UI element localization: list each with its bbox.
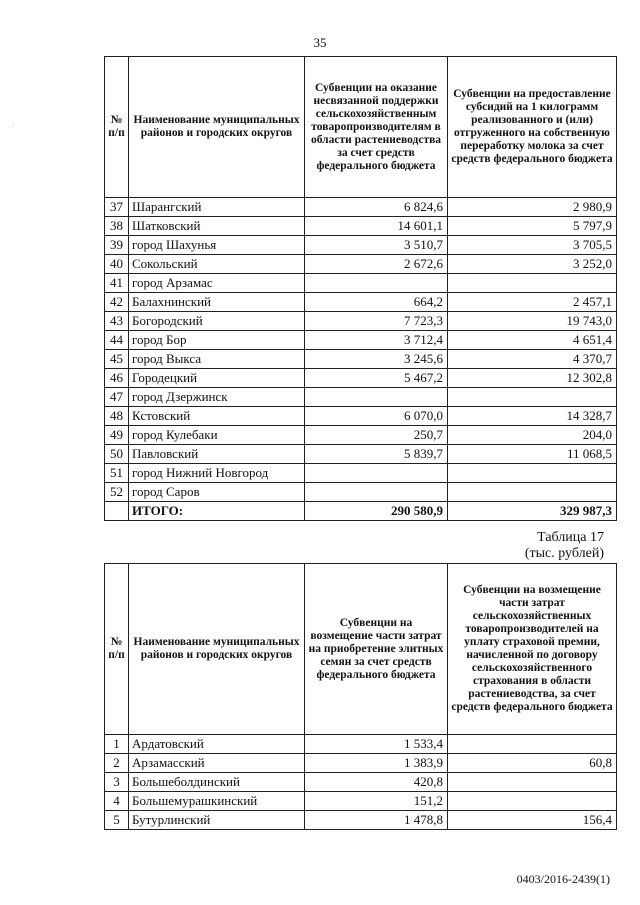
table-row <box>105 198 617 217</box>
row-value-2: 204,0 <box>448 426 617 445</box>
row-name: город Шахунья <box>129 236 305 255</box>
row-value-2: 156,4 <box>448 811 617 830</box>
row-value-1: 1 533,4 <box>305 735 448 754</box>
row-value-2: 12 302,8 <box>448 369 617 388</box>
table-row <box>105 255 617 274</box>
subsidy-table-1 <box>104 56 617 521</box>
row-value-1: 14 601,1 <box>305 217 448 236</box>
table-row <box>105 483 617 502</box>
table-row <box>105 236 617 255</box>
row-number: 38 <box>105 217 129 236</box>
table-row <box>105 792 617 811</box>
row-value-1: 3 712,4 <box>305 331 448 350</box>
table-row <box>105 331 617 350</box>
header-col2: Субвенции на возмещение части затрат сельскохозяйственных товаропроизводителей на уплату страховой премии, начисленной по договору сельскохозяйственного страхования в области растениеводства, за счет средств федерального бюджета <box>448 564 617 735</box>
header-name: Наименование муниципальных районов и городских округов <box>129 57 305 198</box>
row-value-2 <box>448 735 617 754</box>
row-value-1: 664,2 <box>305 293 448 312</box>
header-col1: Субвенции на оказание несвязанной поддержки сельскохозяйственным товаропроизводителям в области растениеводства за счет средств федерального бюджета <box>305 57 448 198</box>
row-value-1 <box>305 274 448 293</box>
margin-mark: · <box>12 120 15 130</box>
row-name: Ардатовский <box>129 735 305 754</box>
row-value-1: 1 383,9 <box>305 754 448 773</box>
table-row <box>105 811 617 830</box>
table-row <box>105 407 617 426</box>
row-number: 3 <box>105 773 129 792</box>
row-name: Городецкий <box>129 369 305 388</box>
total-label: ИТОГО: <box>129 502 305 521</box>
row-name: Балахнинский <box>129 293 305 312</box>
table-row <box>105 388 617 407</box>
row-value-1: 6 070,0 <box>305 407 448 426</box>
row-value-1 <box>305 483 448 502</box>
row-name: Большемурашкинский <box>129 792 305 811</box>
row-value-1: 3 245,6 <box>305 350 448 369</box>
row-value-2: 5 797,9 <box>448 217 617 236</box>
row-name: город Дзержинск <box>129 388 305 407</box>
row-number: 45 <box>105 350 129 369</box>
header-num: № п/п <box>105 564 129 735</box>
row-value-1: 151,2 <box>305 792 448 811</box>
row-value-2 <box>448 483 617 502</box>
row-name: город Арзамас <box>129 274 305 293</box>
row-number: 37 <box>105 198 129 217</box>
row-value-1 <box>305 388 448 407</box>
row-name: город Бор <box>129 331 305 350</box>
row-value-2 <box>448 773 617 792</box>
row-value-1 <box>305 464 448 483</box>
row-value-1: 5 839,7 <box>305 445 448 464</box>
row-number: 49 <box>105 426 129 445</box>
row-value-2: 60,8 <box>448 754 617 773</box>
row-number: 50 <box>105 445 129 464</box>
row-value-2: 3 705,5 <box>448 236 617 255</box>
row-name: Шатковский <box>129 217 305 236</box>
row-value-2 <box>448 388 617 407</box>
row-value-1: 7 723,3 <box>305 312 448 331</box>
header-name: Наименование муниципальных районов и городских округов <box>129 564 305 735</box>
table-row <box>105 754 617 773</box>
row-value-2: 3 252,0 <box>448 255 617 274</box>
table-row <box>105 350 617 369</box>
row-number: 46 <box>105 369 129 388</box>
row-name: Кстовский <box>129 407 305 426</box>
row-value-2 <box>448 464 617 483</box>
row-number: 41 <box>105 274 129 293</box>
header-num: № п/п <box>105 57 129 198</box>
table-row <box>105 369 617 388</box>
row-number: 5 <box>105 811 129 830</box>
row-number: 52 <box>105 483 129 502</box>
row-value-1: 250,7 <box>305 426 448 445</box>
header-col1: Субвенции на возмещение части затрат на приобретение элитных семян за счет средств федерального бюджета <box>305 564 448 735</box>
row-number: 48 <box>105 407 129 426</box>
row-number: 40 <box>105 255 129 274</box>
row-number: 4 <box>105 792 129 811</box>
total-row <box>105 502 617 521</box>
row-name: Павловский <box>129 445 305 464</box>
table-row <box>105 312 617 331</box>
row-number: 47 <box>105 388 129 407</box>
document-code: 0403/2016-2439(1) <box>516 872 610 886</box>
row-value-2: 19 743,0 <box>448 312 617 331</box>
row-value-2: 14 328,7 <box>448 407 617 426</box>
row-name: Богородский <box>129 312 305 331</box>
row-value-2: 4 651,4 <box>448 331 617 350</box>
row-number: 51 <box>105 464 129 483</box>
row-value-2: 11 068,5 <box>448 445 617 464</box>
table-caption: Таблица 17 <box>537 530 604 545</box>
row-number: 39 <box>105 236 129 255</box>
row-name: город Нижний Новгород <box>129 464 305 483</box>
row-name: Бутурлинский <box>129 811 305 830</box>
table-units: (тыс. рублей) <box>524 546 604 561</box>
row-value-1: 2 672,6 <box>305 255 448 274</box>
row-value-1: 420,8 <box>305 773 448 792</box>
subsidy-table-2 <box>104 563 617 830</box>
row-value-2: 2 457,1 <box>448 293 617 312</box>
row-value-2 <box>448 274 617 293</box>
row-name: город Выкса <box>129 350 305 369</box>
row-name: Шарангский <box>129 198 305 217</box>
row-number: 44 <box>105 331 129 350</box>
row-value-2: 4 370,7 <box>448 350 617 369</box>
row-value-1: 1 478,8 <box>305 811 448 830</box>
row-number: 1 <box>105 735 129 754</box>
row-value-1: 3 510,7 <box>305 236 448 255</box>
table-row <box>105 426 617 445</box>
row-value-2 <box>448 792 617 811</box>
table-row <box>105 274 617 293</box>
row-name: город Кулебаки <box>129 426 305 445</box>
row-value-2: 2 980,9 <box>448 198 617 217</box>
row-number: 42 <box>105 293 129 312</box>
page-number: 35 <box>313 35 327 50</box>
table-row <box>105 217 617 236</box>
row-name: Большеболдинский <box>129 773 305 792</box>
row-name: город Саров <box>129 483 305 502</box>
table-row <box>105 735 617 754</box>
row-value-1: 5 467,2 <box>305 369 448 388</box>
row-number: 43 <box>105 312 129 331</box>
row-name: Арзамасский <box>129 754 305 773</box>
total-value-2: 329 987,3 <box>448 502 617 521</box>
table-row <box>105 773 617 792</box>
table-row <box>105 293 617 312</box>
table-row <box>105 445 617 464</box>
row-name: Сокольский <box>129 255 305 274</box>
table-row <box>105 464 617 483</box>
row-number: 2 <box>105 754 129 773</box>
total-value-1: 290 580,9 <box>305 502 448 521</box>
row-value-1: 6 824,6 <box>305 198 448 217</box>
header-col2: Субвенции на предоставление субсидий на 1 килограмм реализованного и (или) отгруженного на собственную переработку молока за счет средств федерального бюджета <box>448 57 617 198</box>
